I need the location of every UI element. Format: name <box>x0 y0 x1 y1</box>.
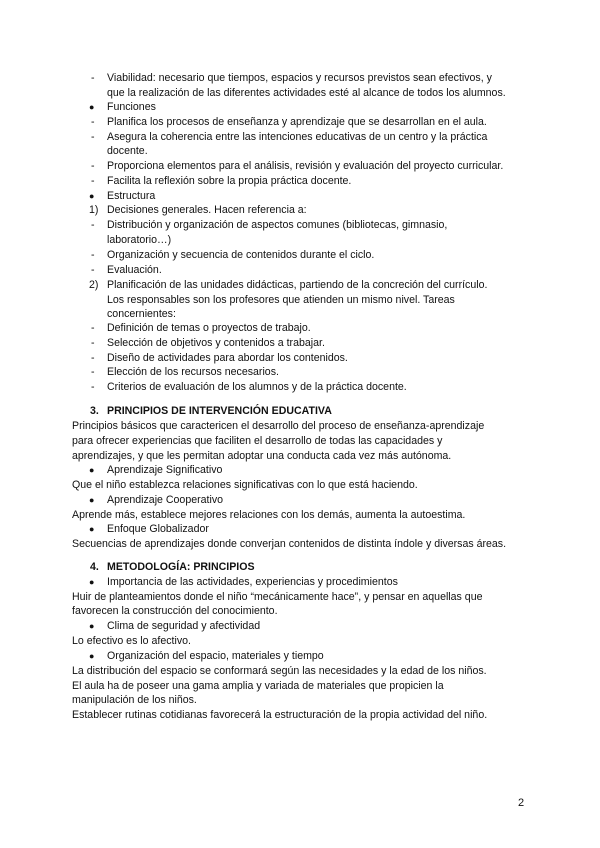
planificacion-item: Definición de temas o proyectos de trabajo. <box>107 322 311 334</box>
paragraph-line: Lo efectivo es lo afectivo. <box>72 635 191 647</box>
decisiones-generales: Decisiones generales. Hacen referencia a: <box>107 204 307 216</box>
decisiones-item: Evaluación. <box>107 264 162 276</box>
number-marker: 1) <box>89 204 99 216</box>
dash-marker: - <box>91 116 95 128</box>
bullet-marker: ● <box>89 621 95 631</box>
principle-title: Clima de seguridad y afectividad <box>107 620 261 632</box>
bullet-marker: ● <box>89 191 95 201</box>
decisiones-item: Distribución y organización de aspectos comunes (bibliotecas, gimnasio, <box>107 219 448 231</box>
section-number: 4. <box>90 561 99 573</box>
bullet-marker: ● <box>89 495 95 505</box>
planificacion-line: Los responsables son los profesores que atienden un mismo nivel. Tareas <box>107 294 455 306</box>
planificacion-item: Elección de los recursos necesarios. <box>107 366 279 378</box>
principle-title: Aprendizaje Cooperativo <box>107 494 224 506</box>
dash-marker: - <box>91 366 95 378</box>
dash-marker: - <box>91 175 95 187</box>
paragraph-line: Huir de planteamientos donde el niño “mecánicamente hace”, y pensar en aquellas que <box>72 591 483 603</box>
decisiones-item: Organización y secuencia de contenidos durante el ciclo. <box>107 249 375 261</box>
section-heading: METODOLOGÍA: PRINCIPIOS <box>107 561 255 573</box>
viabilidad-line-2: que la realización de las diferentes actividades esté al alcance de todos los alumnos. <box>107 87 506 99</box>
page-number: 2 <box>518 797 525 809</box>
principle-title: Aprendizaje Significativo <box>107 464 223 476</box>
dash-marker: - <box>91 72 95 84</box>
planificacion-item: Selección de objetivos y contenidos a trabajar. <box>107 337 325 349</box>
bullet-marker: ● <box>89 465 95 475</box>
paragraph-line: El aula ha de poseer una gama amplia y variada de materiales que propicien la <box>72 680 444 692</box>
planificacion-item: Diseño de actividades para abordar los contenidos. <box>107 352 348 364</box>
paragraph-line: manipulación de los niños. <box>72 694 197 706</box>
estructura-title: Estructura <box>107 190 156 202</box>
paragraph-line: Establecer rutinas cotidianas favorecerá la estructuración de la propia actividad del niño. <box>72 709 488 721</box>
principle-title: Importancia de las actividades, experiencias y procedimientos <box>107 576 398 588</box>
planificacion-line: Planificación de las unidades didácticas, partiendo de la concreción del currículo. <box>107 279 488 291</box>
section-heading: PRINCIPIOS DE INTERVENCIÓN EDUCATIVA <box>107 405 332 417</box>
paragraph-line: Principios básicos que caractericen el desarrollo del proceso de enseñanza-aprendizaje <box>72 420 485 432</box>
funciones-item: Asegura la coherencia entre las intenciones educativas de un centro y la práctica <box>107 131 488 143</box>
dash-marker: - <box>91 264 95 276</box>
number-marker: 2) <box>89 279 99 291</box>
planificacion-line: concernientes: <box>107 308 176 320</box>
bullet-marker: ● <box>89 524 95 534</box>
funciones-item: Proporciona elementos para el análisis, revisión y evaluación del proyecto curricular. <box>107 160 504 172</box>
paragraph-line: La distribución del espacio se conformará según las necesidades y la edad de los niños. <box>72 665 487 677</box>
paragraph-line: Aprende más, establece mejores relaciones con los demás, aumenta la autoestima. <box>72 509 466 521</box>
dash-marker: - <box>91 381 95 393</box>
principle-title: Organización del espacio, materiales y tiempo <box>107 650 324 662</box>
dash-marker: - <box>91 352 95 364</box>
principle-title: Enfoque Globalizador <box>107 523 209 535</box>
dash-marker: - <box>91 219 95 231</box>
dash-marker: - <box>91 337 95 349</box>
bullet-marker: ● <box>89 651 95 661</box>
paragraph-line: Secuencias de aprendizajes donde converjan contenidos de distinta índole y diversas áreas. <box>72 538 507 550</box>
dash-marker: - <box>91 131 95 143</box>
viabilidad-line-1: Viabilidad: necesario que tiempos, espacios y recursos previstos sean efectivos, y <box>107 72 492 84</box>
section-number: 3. <box>90 405 99 417</box>
paragraph-line: Que el niño establezca relaciones significativas con lo que está haciendo. <box>72 479 418 491</box>
paragraph-line: aprendizajes, y que les permitan adoptar una conducta cada vez más autónoma. <box>72 450 452 462</box>
funciones-item: Facilita la reflexión sobre la propia práctica docente. <box>107 175 352 187</box>
paragraph-line: favorecen la construcción del conocimiento. <box>72 605 278 617</box>
bullet-marker: ● <box>89 102 95 112</box>
paragraph-line: para ofrecer experiencias que faciliten el desarrollo de todas las capacidades y <box>72 435 443 447</box>
funciones-item-cont: docente. <box>107 145 148 157</box>
dash-marker: - <box>91 249 95 261</box>
planificacion-item: Criterios de evaluación de los alumnos y de la práctica docente. <box>107 381 407 393</box>
dash-marker: - <box>91 322 95 334</box>
funciones-item: Planifica los procesos de enseñanza y aprendizaje que se desarrollan en el aula. <box>107 116 487 128</box>
decisiones-item-cont: laboratorio…) <box>107 234 172 246</box>
funciones-title: Funciones <box>107 101 156 113</box>
bullet-marker: ● <box>89 577 95 587</box>
dash-marker: - <box>91 160 95 172</box>
